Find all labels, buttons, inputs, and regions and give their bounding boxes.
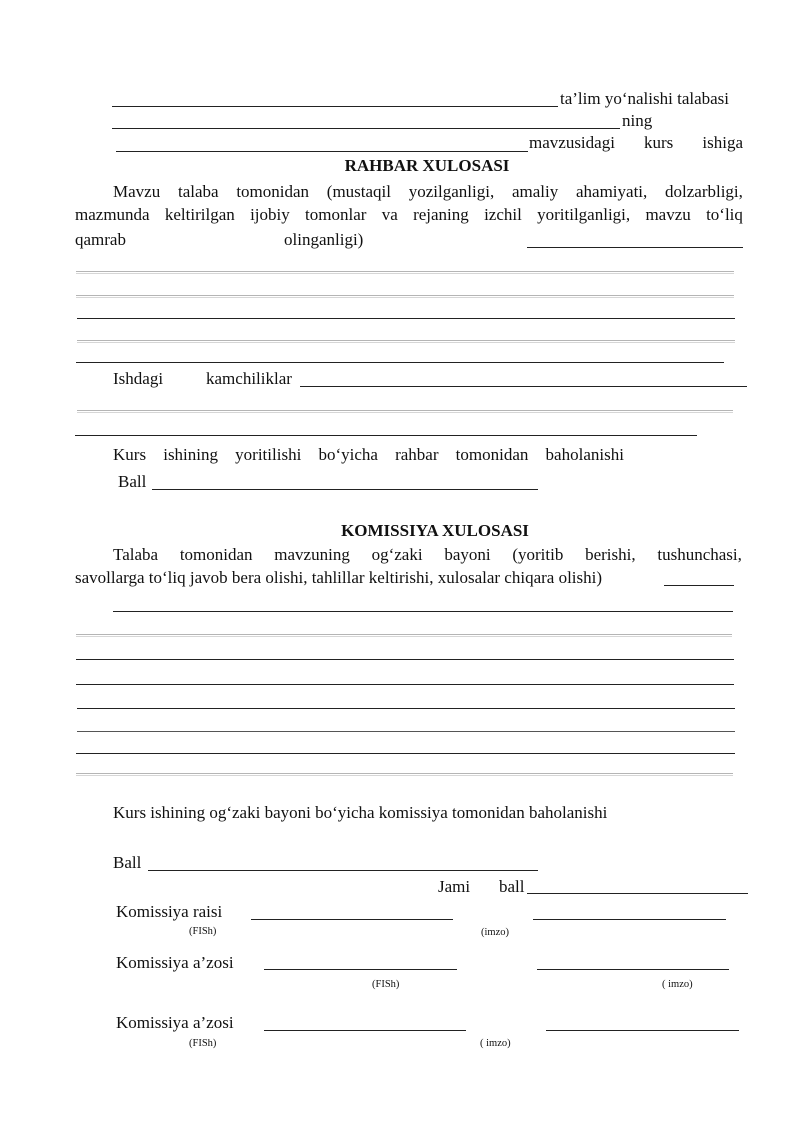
supervisor-paragraph-line3a: qamrab (75, 230, 126, 249)
topic-suffix-word: ishiga (702, 133, 743, 152)
commission-comment-line[interactable] (77, 731, 735, 732)
supervisor-comment-line[interactable] (76, 362, 724, 363)
paragraph-word: keltirilgan (164, 205, 235, 224)
topic-suffix-word: kurs (644, 133, 674, 152)
paragraph-word: bayoni (444, 545, 491, 564)
supervisor-paragraph-line2 (75, 205, 743, 225)
commission-ball-line[interactable] (148, 870, 538, 871)
assessment-word: yoritilishi (235, 445, 302, 464)
supervisor-assessment-text (113, 445, 624, 465)
paragraph-word: Mavzu (113, 182, 161, 201)
assessment-word: rahbar (395, 445, 439, 464)
member2-name-line[interactable] (264, 1030, 466, 1031)
paragraph-word: yozilganligi, (408, 182, 495, 201)
shortcomings-line[interactable] (75, 435, 697, 436)
commission-comment-line[interactable] (76, 634, 732, 637)
supervisor-ball-line[interactable] (152, 489, 538, 490)
shortcomings-line[interactable] (300, 386, 747, 387)
member1-signature-line[interactable] (537, 969, 729, 970)
paragraph-word: ahamiyati, (575, 182, 648, 201)
supervisor-conclusion-heading: RAHBAR XULOSASI (344, 156, 510, 175)
paragraph-word: (yoritib (512, 545, 564, 564)
assessment-word: ishining (163, 445, 219, 464)
paragraph-word: dolzarbligi, (665, 182, 743, 201)
shortcomings-label-a: Ishdagi (113, 369, 164, 388)
member1-imzo-caption: ( imzo) (662, 979, 693, 990)
commission-member2-label: Komissiya a’zosi (116, 1013, 234, 1032)
member1-fish-caption: (FISh) (372, 979, 400, 990)
paragraph-word: tushunchasi, (657, 545, 742, 564)
commission-comment-line[interactable] (76, 753, 735, 754)
topic-suffix-text (529, 133, 743, 153)
paragraph-word: mazmunda (75, 205, 150, 224)
commission-comment-line[interactable] (76, 684, 734, 685)
total-label-a: Jami (438, 877, 471, 896)
student-fullname-line[interactable] (112, 128, 620, 129)
commission-paragraph-line1 (113, 545, 742, 565)
shortcomings-label-b: kamchiliklar (206, 369, 292, 388)
paragraph-word: to‘liq (706, 205, 743, 224)
commission-member1-label: Komissiya a’zosi (116, 953, 234, 972)
commission-paragraph-line2: savollarga to‘liq javob bera olishi, tahlillar keltirishi, xulosalar chiqara olishi) (75, 568, 603, 587)
commission-assessment-text: Kurs ishining og‘zaki bayoni bo‘yicha komissiya tomonidan baholanishi (113, 803, 608, 822)
genitive-suffix-text: ning (622, 111, 653, 130)
commission-chair-label: Komissiya raisi (116, 902, 223, 921)
paragraph-word: tomonidan (236, 182, 310, 201)
commission-comment-line[interactable] (77, 708, 735, 709)
chair-signature-line[interactable] (533, 919, 726, 920)
paragraph-word: tomonlar (305, 205, 367, 224)
paragraph-word: talaba (177, 182, 219, 201)
supervisor-comment-line[interactable] (77, 340, 735, 343)
paragraph-word: berishi, (585, 545, 636, 564)
commission-ball-label: Ball (113, 853, 142, 872)
paragraph-word: yoritilganligi, (537, 205, 631, 224)
topic-suffix-word: mavzusidagi (529, 133, 615, 152)
paragraph-word: tomonidan (179, 545, 253, 564)
commission-conclusion-heading: KOMISSIYA XULOSASI (341, 521, 529, 540)
supervisor-paragraph-line3b: olinganligi) (284, 230, 364, 249)
total-ball-line[interactable] (527, 893, 748, 894)
supervisor-comment-line[interactable] (76, 295, 734, 298)
chair-imzo-caption: (imzo) (481, 927, 509, 938)
supervisor-comment-line[interactable] (527, 247, 743, 248)
paragraph-word: mavzu (645, 205, 691, 224)
paragraph-word: Talaba (113, 545, 159, 564)
paragraph-word: (mustaqil (326, 182, 391, 201)
chair-name-line[interactable] (251, 919, 453, 920)
student-name-line[interactable] (112, 106, 558, 107)
member2-fish-caption: (FISh) (189, 1038, 217, 1049)
paragraph-word: og‘zaki (371, 545, 423, 564)
assessment-word: Kurs (113, 445, 147, 464)
supervisor-comment-line[interactable] (76, 271, 734, 274)
member2-signature-line[interactable] (546, 1030, 739, 1031)
paragraph-word: izchil (484, 205, 522, 224)
topic-line[interactable] (116, 151, 528, 152)
total-label-b: ball (499, 877, 525, 896)
paragraph-word: mavzuning (274, 545, 350, 564)
assessment-word: bo‘yicha (318, 445, 378, 464)
paragraph-word: amaliy (511, 182, 559, 201)
paragraph-word: va (381, 205, 398, 224)
paragraph-word: ijobiy (250, 205, 290, 224)
assessment-word: baholanishi (545, 445, 624, 464)
commission-comment-line[interactable] (76, 659, 734, 660)
paragraph-word: rejaning (413, 205, 469, 224)
commission-comment-line[interactable] (76, 773, 733, 776)
supervisor-ball-label: Ball (118, 472, 147, 491)
assessment-word: tomonidan (455, 445, 529, 464)
supervisor-comment-line[interactable] (77, 318, 735, 319)
member1-name-line[interactable] (264, 969, 457, 970)
shortcomings-line[interactable] (77, 410, 733, 413)
commission-comment-line[interactable] (664, 585, 734, 586)
commission-comment-line[interactable] (113, 611, 733, 612)
supervisor-paragraph-line1 (113, 182, 743, 202)
chair-fish-caption: (FISh) (189, 926, 217, 937)
program-student-text: ta’lim yo‘nalishi talabasi (560, 89, 730, 108)
member2-imzo-caption: ( imzo) (480, 1038, 511, 1049)
